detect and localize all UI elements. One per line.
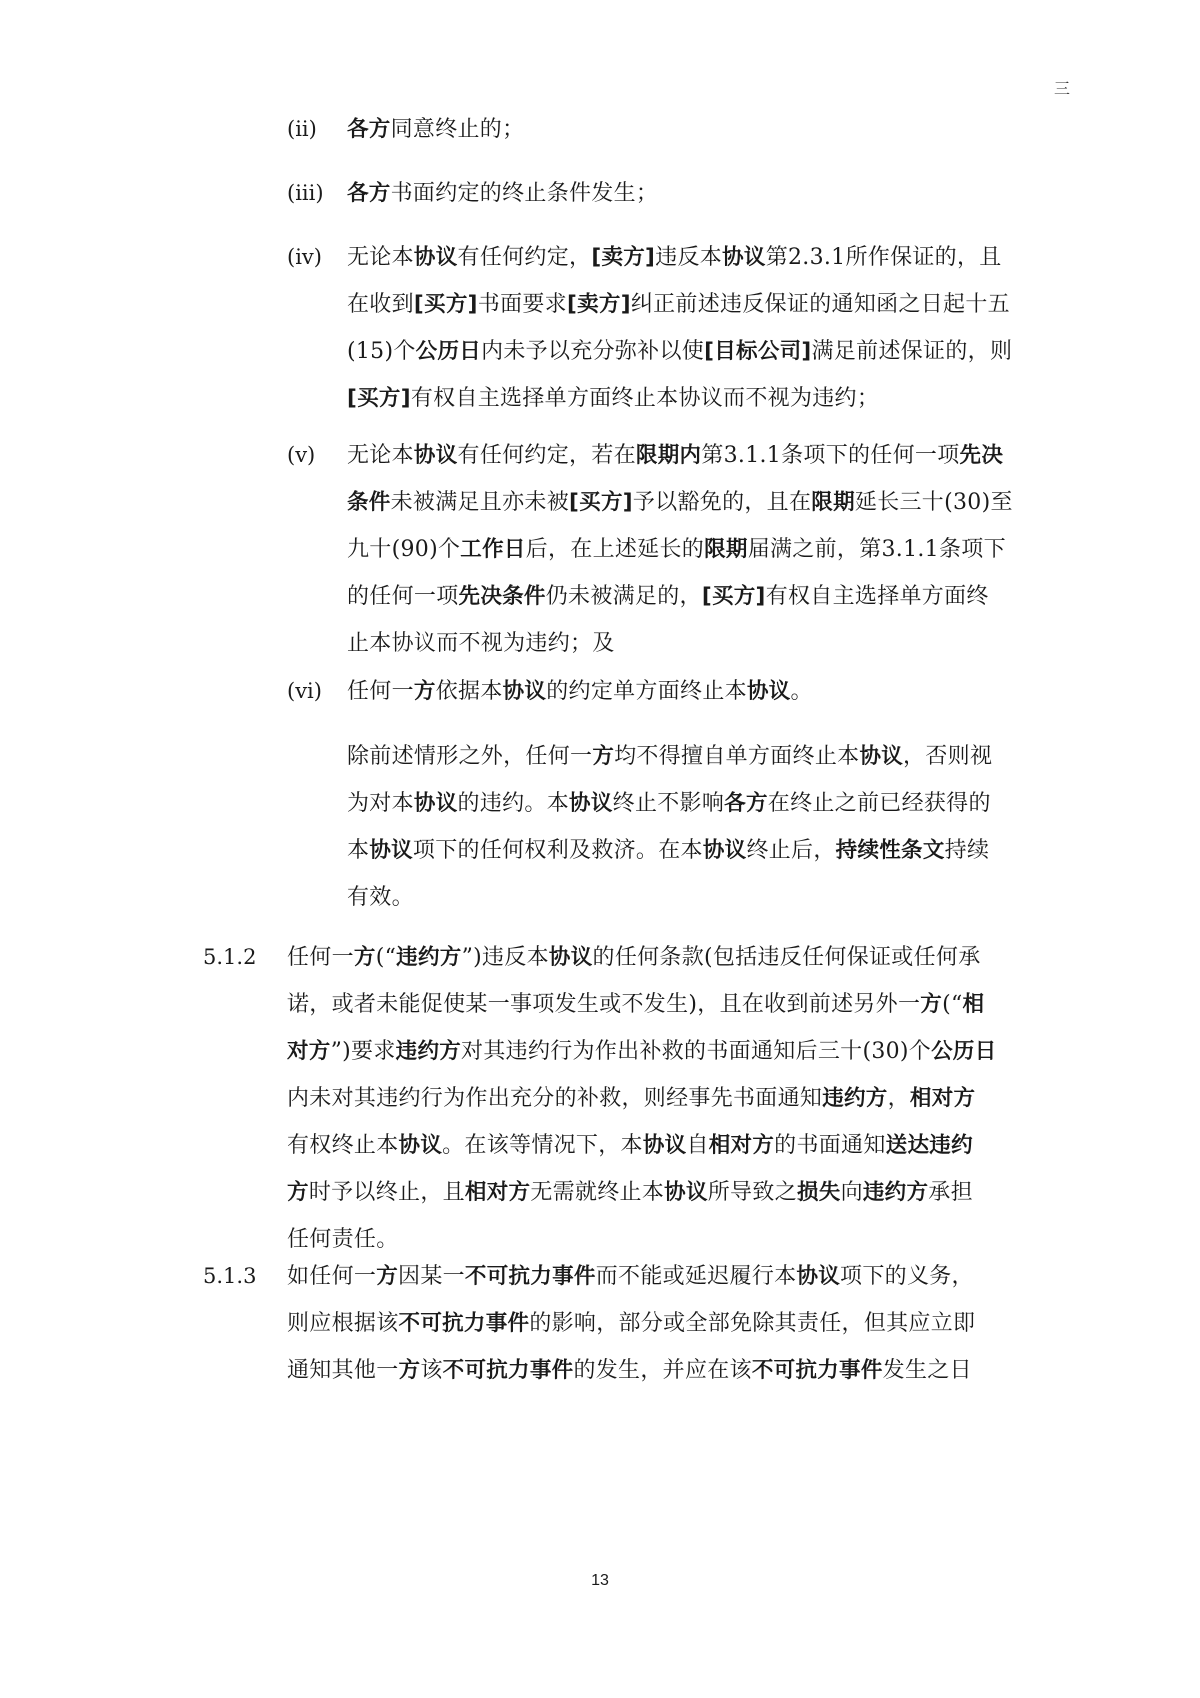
- text-line: 本协议项下的任何权利及救济。在本协议终止后，持续性条文持续: [347, 838, 990, 863]
- defined-term: 不可抗力事件: [398, 1311, 530, 1336]
- sub-item-text: [347, 170, 1059, 217]
- text-line: [买方]有权自主选择单方面终止本协议而不视为违约；: [347, 386, 880, 411]
- defined-term: 先决条件: [458, 584, 546, 609]
- sub-item-label: (iv): [287, 245, 322, 269]
- defined-term: 协议: [746, 679, 791, 704]
- defined-term: 违约方: [396, 945, 462, 970]
- defined-term: 协议: [502, 679, 547, 704]
- defined-term: 协议: [642, 1133, 687, 1158]
- defined-term: 违约方: [862, 1180, 929, 1205]
- defined-term: 各方: [724, 791, 768, 816]
- defined-term: 限期: [811, 490, 855, 515]
- defined-term: 持续性条文: [835, 838, 945, 863]
- defined-term: 方: [398, 1358, 421, 1383]
- defined-term: 相: [962, 992, 985, 1017]
- text-line: 有效。: [347, 885, 414, 910]
- text-line: 无论本协议有任何约定，若在限期内第3.1.1条项下的任何一项先决: [347, 443, 1004, 468]
- defined-term: 协议: [398, 1133, 443, 1158]
- defined-term: 各方: [347, 181, 391, 206]
- defined-term: 相对方: [708, 1133, 775, 1158]
- defined-term: 协议: [369, 838, 413, 863]
- defined-term: [买方]: [569, 490, 633, 515]
- text-line: 方时予以终止，且相对方无需就终止本协议所导致之损失向违约方承担: [287, 1180, 973, 1205]
- defined-term: 违约方: [395, 1039, 462, 1064]
- text-line: 九十(90)个工作日后，在上述延长的限期届满之前，第3.1.1条项下: [347, 537, 1006, 562]
- text-line: 任何一方(“违约方”)违反本协议的任何条款(包括违反任何保证或任何承: [287, 945, 981, 970]
- sub-item-label: (vi): [287, 679, 322, 703]
- defined-term: 不可抗力事件: [751, 1358, 883, 1383]
- defined-term: 协议: [722, 245, 766, 270]
- defined-term: 公历日: [415, 339, 482, 364]
- sub-item-label: (v): [287, 443, 316, 467]
- sub-item-text: [347, 234, 1059, 422]
- text-line: 有权终止本协议。在该等情况下，本协议自相对方的书面通知送达违约: [287, 1133, 973, 1158]
- defined-term: 违约方: [822, 1086, 888, 1111]
- defined-term: 协议: [413, 443, 458, 468]
- defined-term: [卖方]: [566, 292, 631, 317]
- defined-term: 相对方: [909, 1086, 976, 1111]
- defined-term: 方: [353, 945, 376, 970]
- defined-term: 协议: [796, 1264, 841, 1289]
- defined-term: 协议: [548, 945, 593, 970]
- text-line: 任何一方依据本协议的约定单方面终止本协议。: [347, 679, 813, 704]
- defined-term: 先决: [959, 443, 1004, 468]
- text-line: 则应根据该不可抗力事件的影响，部分或全部免除其责任，但其应立即: [287, 1311, 976, 1336]
- text-line: 对方”)要求违约方对其违约行为作出补救的书面通知后三十(30)个公历日: [287, 1039, 997, 1064]
- text-line: 的任何一项先决条件仍未被满足的，[买方]有权自主选择单方面终: [347, 584, 989, 609]
- defined-term: 对方: [287, 1039, 331, 1064]
- text-line: 诺，或者未能促使某一事项发生或不发生)，且在收到前述另外一方(“相: [287, 992, 985, 1017]
- defined-term: 条件: [347, 490, 391, 515]
- sub-item-label: (iii): [287, 181, 324, 205]
- defined-term: 不可抗力事件: [464, 1264, 596, 1289]
- text-line: (15)个公历日内未予以充分弥补以使[目标公司]满足前述保证的，则: [347, 339, 1013, 364]
- defined-term: 限期: [704, 537, 748, 562]
- sub-item-label: (ii): [287, 117, 317, 141]
- defined-term: [目标公司]: [704, 339, 812, 364]
- clause-text: [287, 934, 1059, 1263]
- header-mark: 三: [1054, 79, 1071, 98]
- defined-term: 协议: [859, 744, 904, 769]
- defined-term: 损失: [796, 1180, 841, 1205]
- defined-term: 方: [376, 1264, 399, 1289]
- defined-term: [买方]: [347, 386, 411, 411]
- text-line: 各方同意终止的；: [347, 117, 525, 142]
- page-number: 13: [591, 1572, 609, 1589]
- text-line: 内未对其违约行为作出充分的补救，则经事先书面通知违约方，相对方: [287, 1086, 976, 1111]
- defined-term: 限期内: [635, 443, 702, 468]
- text-line: 通知其他一方该不可抗力事件的发生，并应在该不可抗力事件发生之日: [287, 1358, 972, 1383]
- defined-term: 公历日: [931, 1039, 997, 1064]
- sub-item-text: [347, 733, 1059, 921]
- defined-term: 方: [592, 744, 615, 769]
- sub-item-text: [347, 432, 1059, 667]
- text-line: 在收到[买方]书面要求[卖方]纠正前述违反保证的通知函之日起十五: [347, 292, 1010, 317]
- defined-term: 协议: [702, 838, 747, 863]
- defined-term: 方: [413, 679, 436, 704]
- defined-term: 各方: [347, 117, 391, 142]
- text-line: 任何责任。: [287, 1227, 399, 1252]
- sub-item-text: [347, 106, 1059, 153]
- text-line: 止本协议而不视为违约；及: [347, 631, 615, 656]
- clause-text: [287, 1253, 1059, 1394]
- clause-number: 5.1.2: [203, 945, 257, 969]
- text-line: 为对本协议的违约。本协议终止不影响各方在终止之前已经获得的: [347, 791, 991, 816]
- defined-term: 方: [920, 992, 943, 1017]
- defined-term: 相对方: [464, 1180, 531, 1205]
- defined-term: [卖方]: [591, 245, 656, 270]
- defined-term: [买方]: [413, 292, 478, 317]
- defined-term: 协议: [413, 245, 458, 270]
- defined-term: 方: [287, 1180, 309, 1205]
- defined-term: 不可抗力事件: [442, 1358, 574, 1383]
- clause-number: 5.1.3: [203, 1264, 257, 1288]
- text-line: 如任何一方因某一不可抗力事件而不能或延迟履行本协议项下的义务，: [287, 1264, 974, 1289]
- defined-term: 工作日: [460, 537, 526, 562]
- defined-term: 送达违约: [885, 1133, 973, 1158]
- text-line: 条件未被满足且亦未被[买方]予以豁免的，且在限期延长三十(30)至: [347, 490, 1013, 515]
- defined-term: [买方]: [701, 584, 766, 609]
- defined-term: 协议: [664, 1180, 708, 1205]
- defined-term: 协议: [413, 791, 458, 816]
- text-line: 无论本协议有任何约定，[卖方]违反本协议第2.3.1所作保证的，且: [347, 245, 1002, 270]
- sub-item-text: [347, 668, 1059, 715]
- text-line: 除前述情形之外，任何一方均不得擅自单方面终止本协议，否则视: [347, 744, 993, 769]
- text-line: 各方书面约定的终止条件发生；: [347, 181, 659, 206]
- defined-term: 协议: [569, 791, 613, 816]
